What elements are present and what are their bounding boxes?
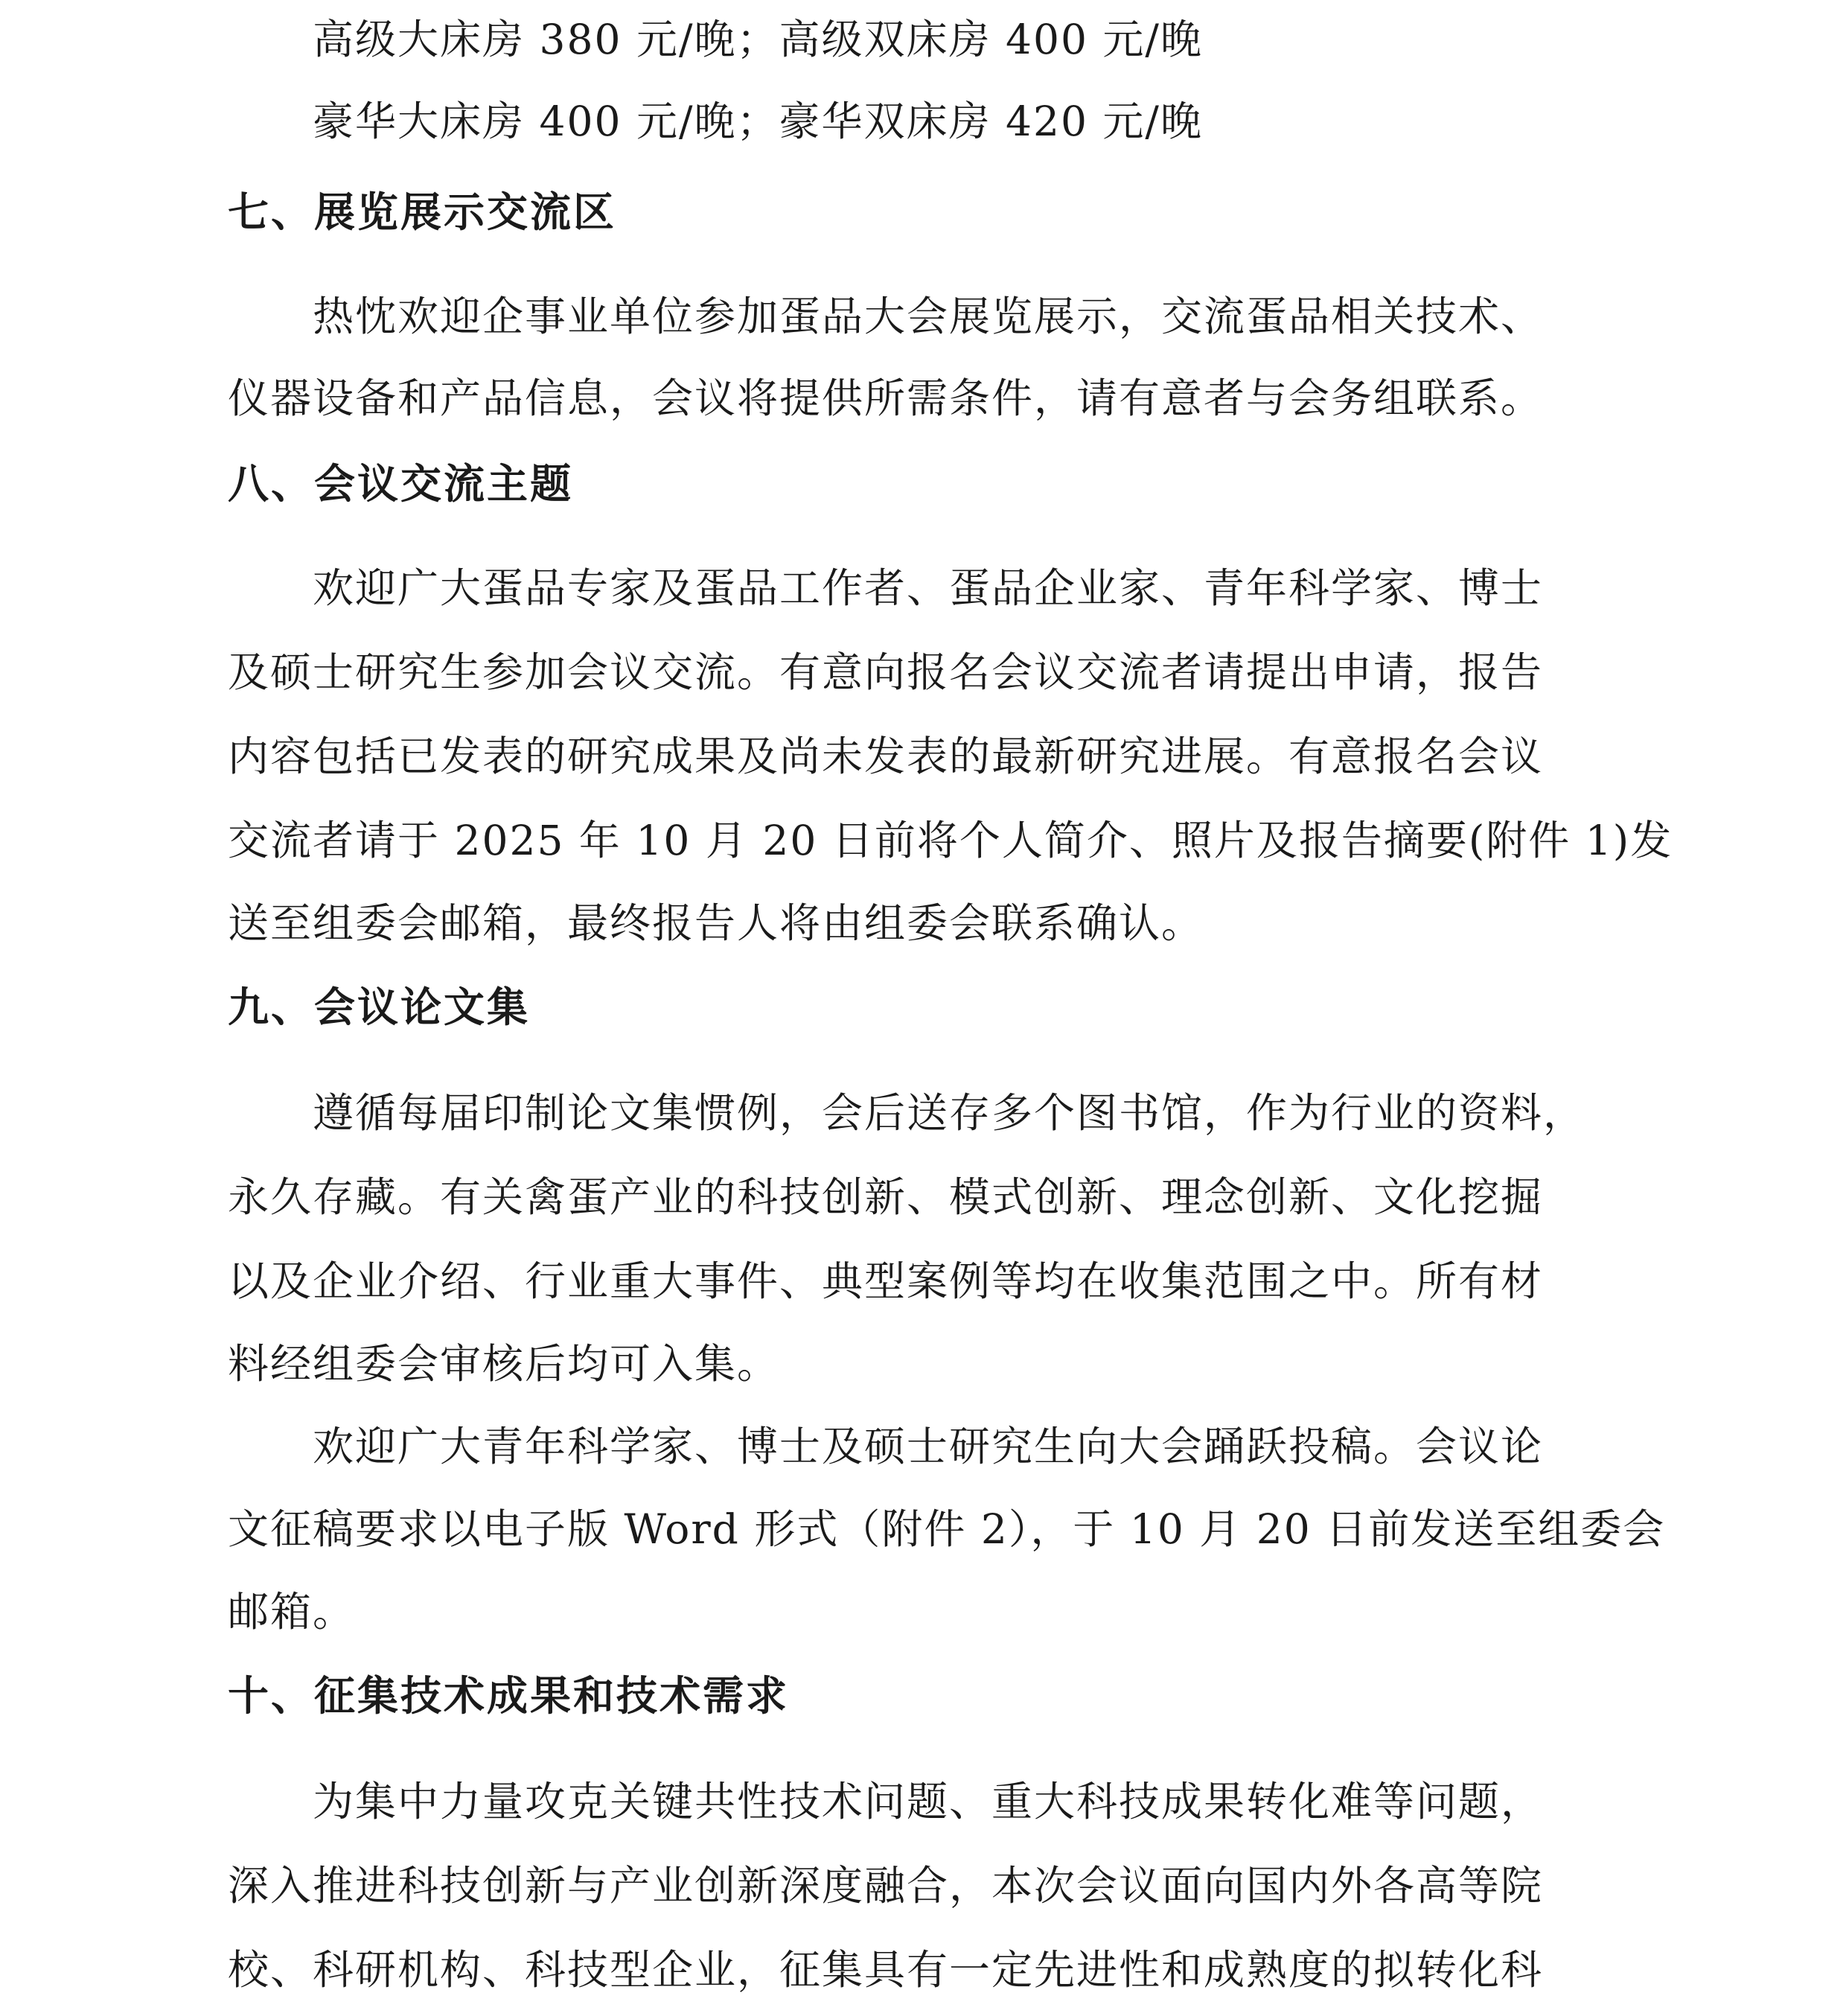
section-eight-paragraph-line: 送至组委会邮箱，最终报告人将由组委会联系确认。 xyxy=(228,899,1204,947)
room-price-line-1: 高级大床房 380 元/晚；高级双床房 400 元/晚 xyxy=(313,16,1203,63)
section-seven-heading: 七、展览展示交流区 xyxy=(228,188,617,236)
section-seven-paragraph-line: 热忱欢迎企事业单位参加蛋品大会展览展示，交流蛋品相关技术、 xyxy=(313,293,1544,340)
section-ten-heading: 十、征集技术成果和技术需求 xyxy=(228,1672,790,1720)
room-price-line-2: 豪华大床房 400 元/晚；豪华双床房 420 元/晚 xyxy=(313,98,1203,145)
section-eight-heading: 八、会议交流主题 xyxy=(228,460,574,508)
section-ten-paragraph-line: 校、科研机构、科技型企业，征集具有一定先进性和成熟度的拟转化科 xyxy=(228,1946,1544,1994)
section-nine-paragraph2-line: 邮箱。 xyxy=(228,1588,356,1636)
section-ten-paragraph-line: 为集中力量攻克关键共性技术问题、重大科技成果转化难等问题， xyxy=(313,1778,1544,1825)
section-nine-heading: 九、会议论文集 xyxy=(228,983,531,1031)
section-nine-paragraph1-line: 遵循每届印制论文集惯例，会后送存多个图书馆，作为行业的资料， xyxy=(313,1089,1586,1137)
section-eight-paragraph-line: 内容包括已发表的研究成果及尚未发表的最新研究进展。有意报名会议 xyxy=(228,733,1544,780)
section-seven-paragraph-line: 仪器设备和产品信息，会议将提供所需条件，请有意者与会务组联系。 xyxy=(228,374,1544,422)
section-nine-paragraph2-line: 欢迎广大青年科学家、博士及硕士研究生向大会踊跃投稿。会议论 xyxy=(313,1423,1544,1470)
section-nine-paragraph1-line: 以及企业介绍、行业重大事件、典型案例等均在收集范围之中。所有材 xyxy=(228,1257,1544,1305)
section-eight-paragraph-line: 欢迎广大蛋品专家及蛋品工作者、蛋品企业家、青年科学家、博士 xyxy=(313,564,1544,612)
section-nine-paragraph1-line: 料经组委会审核后均可入集。 xyxy=(228,1340,780,1388)
section-ten-paragraph-line: 深入推进科技创新与产业创新深度融合，本次会议面向国内外各高等院 xyxy=(228,1862,1544,1910)
section-nine-paragraph2-line: 文征稿要求以电子版 Word 形式（附件 2），于 10 月 20 日前发送至组委会 xyxy=(228,1505,1666,1553)
section-eight-paragraph-line: 交流者请于 2025 年 10 月 20 日前将个人简介、照片及报告摘要(附件 1)发 xyxy=(228,817,1673,864)
section-nine-paragraph1-line: 永久存藏。有关禽蛋产业的科技创新、模式创新、理念创新、文化挖掘 xyxy=(228,1173,1544,1221)
section-eight-paragraph-line: 及硕士研究生参加会议交流。有意向报名会议交流者请提出申请，报告 xyxy=(228,648,1544,696)
